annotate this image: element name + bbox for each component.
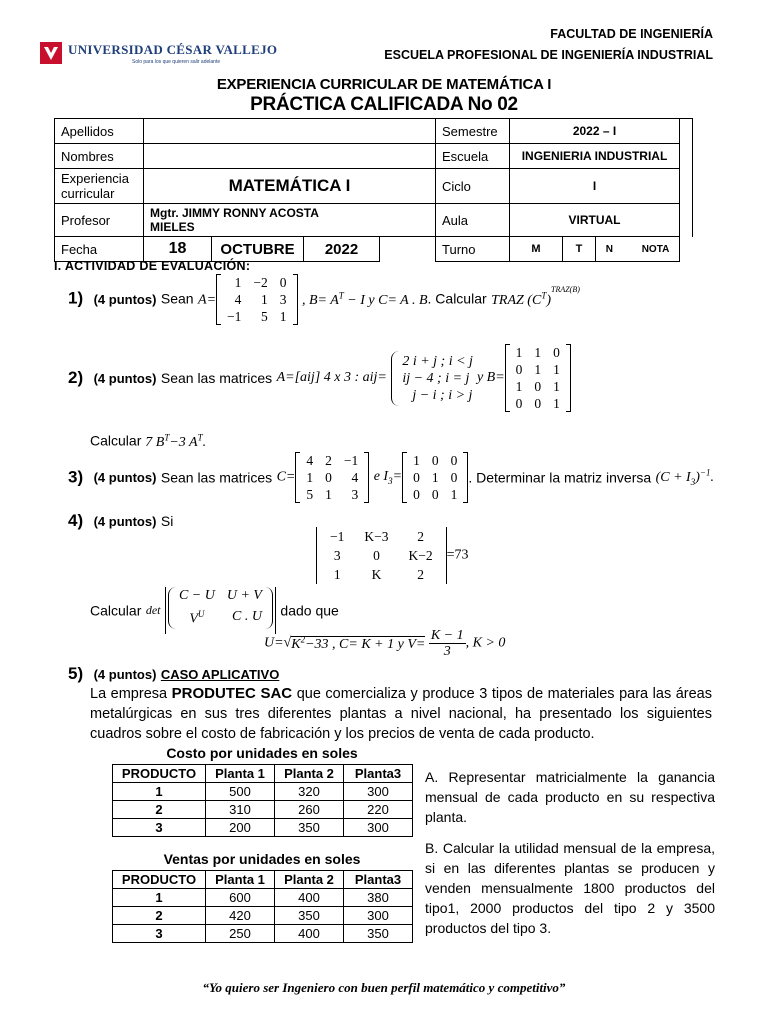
table-header-cell: Planta3: [344, 765, 413, 783]
matrix-cell: 1: [234, 275, 242, 290]
q1-b-def: , $B= A^T - I$ y C= A . B: [301, 290, 428, 308]
table-cell: 220: [344, 801, 413, 819]
section-title: I. ACTIVIDAD DE EVALUACIÓN:: [54, 259, 251, 273]
apellidos-label: Apellidos: [55, 119, 144, 144]
table-row: [113, 907, 413, 925]
table-header-cell: Planta 1: [206, 765, 275, 783]
matrix-cell: 5: [261, 309, 268, 324]
table-header-cell: Planta 2: [275, 765, 344, 783]
fecha-day: 18: [144, 237, 212, 262]
q4-calc-label: Calcular: [90, 602, 142, 619]
q2-matrix-b: [505, 344, 571, 412]
matrix-cell: −1: [227, 309, 242, 324]
table-header-cell: PRODUCTO: [113, 765, 206, 783]
q3-points: (4 puntos): [93, 470, 157, 485]
q1-matrix-a: [216, 274, 298, 325]
table-cell: 350: [275, 819, 344, 837]
matrix-cell: 1: [534, 345, 542, 360]
matrix-cell: 3: [351, 487, 359, 502]
q5-number: 5): [68, 664, 84, 683]
table-header-cell: PRODUCTO: [113, 871, 206, 889]
matrix-cell: K−2: [408, 548, 433, 563]
matrix-cell: 0: [431, 487, 439, 502]
table-cell: 3: [113, 819, 206, 837]
q5-points: (4 puntos): [93, 667, 157, 682]
logo-name: UNIVERSIDAD CÉSAR VALLEJO: [68, 42, 278, 57]
experiencia-label: Experiencia curricular: [55, 169, 144, 204]
q1-points: (4 puntos): [93, 291, 157, 307]
matrix-cell: 1: [553, 396, 560, 411]
table-cell: 500: [206, 783, 275, 801]
q1-lead: Sean: [160, 290, 194, 307]
matrix-cell: 4: [306, 453, 314, 468]
fecha-month: OCTUBRE: [212, 237, 304, 262]
table-cell: 350: [275, 907, 344, 925]
fecha-label: Fecha: [55, 237, 144, 262]
matrix-cell: 1: [261, 292, 268, 307]
ciclo-label: Ciclo: [436, 169, 510, 204]
table-cell: 380: [344, 889, 413, 907]
q4-determinant: [316, 527, 447, 584]
question-2: [68, 344, 571, 412]
matrix-cell: 2: [417, 567, 424, 582]
q2-yb: y B=: [476, 370, 505, 385]
table-cell: 1: [113, 783, 206, 801]
matrix-cell: 0: [515, 362, 523, 377]
escuela-label: Escuela: [436, 144, 510, 169]
question-1: [68, 274, 580, 325]
matrix-cell: 1: [279, 309, 287, 324]
table-header-cell: Planta 2: [275, 871, 344, 889]
table-cell: 310: [206, 801, 275, 819]
table-cell: 2: [113, 801, 206, 819]
matrix-cell: 1: [553, 362, 560, 377]
table-cell: 3: [113, 925, 206, 943]
matrix-cell: −1: [330, 529, 345, 544]
q3-matrix-c: [295, 452, 369, 503]
matrix-cell: −2: [253, 275, 268, 290]
matrix-cell: 1: [306, 470, 314, 485]
university-logo: [40, 40, 278, 72]
matrix-cell: 0: [553, 345, 560, 360]
experiencia-value: MATEMÁTICA I: [144, 169, 436, 204]
matrix-cell: 0: [450, 470, 458, 485]
table-cell: 400: [275, 925, 344, 943]
table-cell: 300: [344, 783, 413, 801]
table-cell: 250: [206, 925, 275, 943]
matrix-cell: 0: [413, 470, 420, 485]
q4-number: 4): [68, 511, 84, 530]
matrix-cell: 0: [431, 453, 439, 468]
q3-tail: . Determinar la matriz inversa: [468, 469, 652, 486]
course-title: EXPERIENCIA CURRICULAR DE MATEMÁTICA I: [216, 76, 552, 93]
matrix-cell: K: [371, 567, 382, 582]
q1-trace-expr: TRAZ $(C^T)^{TRAZ(B)}$: [491, 285, 580, 308]
matrix-cell: 0: [279, 275, 287, 290]
semestre-label: Semestre: [436, 119, 510, 144]
table-cell: 350: [344, 925, 413, 943]
aula-label: Aula: [436, 204, 510, 237]
table-cell: 600: [206, 889, 275, 907]
sales-table: [112, 870, 413, 943]
q2-expression: 7 $B^T-3$ $A^T$.: [145, 432, 207, 450]
matrix-cell: 5: [306, 487, 314, 502]
table-row: [113, 819, 413, 837]
q4-matrix-det: C − U U + V $V^U$ C . U: [165, 587, 276, 634]
table-row: [113, 889, 413, 907]
table-cell: 300: [344, 819, 413, 837]
table-cell: 260: [275, 801, 344, 819]
q5-paragraph: La empresa PRODUTEC SAC que comercializa y produce 3 tipos de materiales para las áreas metalúrgicas en sus tres diferentes plantas a nivel nacional, ha presentado los siguientes cuadros sobre el costo de fabricación y los precios de venta de cada producto.: [90, 685, 712, 742]
q2-cases: 2 i + j ; i < j ij − 4 ; i = j j − i ; i > j: [391, 351, 477, 406]
q4-lead: Si: [160, 513, 174, 529]
matrix-cell: −1: [343, 453, 359, 468]
matrix-cell: K−3: [364, 529, 389, 544]
q4-conditions: $U=√K^2-33$ , C= K + 1 y V= $\frac{K - 1}{3}$ , K > 0: [264, 628, 506, 659]
apellidos-field[interactable]: [144, 119, 436, 144]
table-cell: 320: [275, 783, 344, 801]
logo-tagline: Solo para los que quieren salir adelante: [132, 59, 221, 65]
q5-title: CASO APLICATIVO: [160, 667, 280, 682]
q2-number: 2): [68, 368, 84, 387]
matrix-cell: 1: [515, 345, 523, 360]
matrix-cell: 4: [351, 470, 359, 485]
q3-identity-label: e $I_3=$: [373, 469, 403, 486]
cost-table-title: Costo por unidades en soles: [166, 745, 358, 761]
q3-lead: Sean las matrices: [160, 469, 273, 486]
q4-determinant-equation: [316, 527, 469, 584]
matrix-cell: 1: [413, 453, 420, 468]
question-5-heading: [68, 664, 279, 684]
q4-given: dado que: [280, 602, 339, 619]
table-cell: 400: [275, 889, 344, 907]
matrix-cell: 1: [534, 362, 542, 377]
q5-item-a: A. Representar matricialmente la ganancia mensual de cada producto en su respectiva planta.: [425, 769, 715, 825]
semestre-value: 2022 – I: [510, 119, 680, 144]
matrix-cell: 0: [325, 470, 332, 485]
matrix-cell: 2: [325, 453, 332, 468]
q4-det-label: det: [145, 602, 161, 617]
matrix-cell: 0: [373, 548, 380, 563]
matrix-cell: 1: [515, 379, 523, 394]
q2-a-def: A=[aij] 4 x 3 : aij=: [276, 370, 387, 385]
matrix-cell: 3: [333, 548, 341, 563]
q4-equals: =73: [446, 547, 469, 563]
profesor-label: Profesor: [55, 204, 144, 237]
table-row: [113, 783, 413, 801]
q1-calc: . Calcular: [427, 290, 487, 307]
profesor-value: Mgtr. JIMMY RONNY ACOSTA MIELES: [144, 204, 436, 237]
table-cell: 420: [206, 907, 275, 925]
q3-c-label: C=: [276, 469, 296, 485]
nota-label: N NOTA: [596, 237, 680, 262]
question-4-heading: [68, 511, 173, 531]
faculty-name: FACULTAD DE INGENIERÍA: [550, 27, 713, 41]
ciclo-value: I: [510, 169, 680, 204]
matrix-cell: 1: [553, 379, 560, 394]
escuela-value: INGENIERIA INDUSTRIAL: [510, 144, 680, 169]
university-emblem-icon: [40, 42, 62, 64]
q2-lead: Sean las matrices: [160, 370, 273, 386]
fecha-spacer: [380, 237, 436, 262]
q3-matrix-identity: [402, 452, 468, 503]
matrix-cell: 1: [431, 470, 439, 485]
cost-table: [112, 764, 413, 837]
nombres-field[interactable]: [144, 144, 436, 169]
student-info-table: [54, 118, 693, 262]
matrix-cell: 0: [450, 453, 458, 468]
matrix-cell: 0: [413, 487, 420, 502]
table-header-cell: Planta3: [344, 871, 413, 889]
fecha-year: 2022: [304, 237, 380, 262]
table-header-cell: Planta 1: [206, 871, 275, 889]
matrix-cell: 0: [534, 379, 542, 394]
question-3: [68, 452, 714, 503]
q1-number: 1): [68, 288, 84, 308]
matrix-cell: 4: [234, 292, 242, 307]
matrix-cell: 0: [515, 396, 523, 411]
q1-a-label: A=: [198, 292, 217, 308]
matrix-cell: 0: [534, 396, 542, 411]
matrix-cell: 1: [450, 487, 458, 502]
q4-calc-line: [90, 587, 339, 634]
aula-value: VIRTUAL: [510, 204, 680, 237]
turno-m[interactable]: M: [510, 237, 563, 262]
sales-table-title: Ventas por unidades en soles: [163, 851, 361, 867]
matrix-cell: 3: [279, 292, 287, 307]
q5-item-b: B. Calcular la utilidad mensual de la empresa, si en las diferentes plantas se producen y venden mensualmente 1800 productos del tipo1, 2000 productos del tipo 2 y 3500 productos del tipo 3.: [425, 840, 715, 936]
q3-number: 3): [68, 467, 84, 487]
turno-t[interactable]: T: [563, 237, 596, 262]
table-row: [113, 801, 413, 819]
q4-points: (4 puntos): [93, 514, 157, 529]
q3-inverse-expr: $(C + I_3)^{-1}$.: [655, 467, 714, 488]
nombres-label: Nombres: [55, 144, 144, 169]
q2-calc-line: Calcular 7 $B^T-3$ $A^T$.: [90, 432, 207, 450]
table-cell: 300: [344, 907, 413, 925]
school-name: ESCUELA PROFESIONAL DE INGENIERÍA INDUSTRIAL: [384, 48, 713, 62]
table-cell: 1: [113, 889, 206, 907]
grade-box[interactable]: [680, 119, 693, 237]
matrix-cell: 2: [417, 529, 424, 544]
footer-motto: “Yo quiero ser Ingeniero con buen perfil matemático y competitivo”: [202, 980, 566, 995]
table-cell: 2: [113, 907, 206, 925]
matrix-cell: 1: [333, 567, 341, 582]
turno-label: Turno: [436, 237, 510, 262]
exam-title: PRÁCTICA CALIFICADA No 02: [250, 94, 518, 115]
table-row: [113, 925, 413, 943]
table-cell: 200: [206, 819, 275, 837]
q2-points: (4 puntos): [93, 370, 157, 386]
matrix-cell: 1: [325, 487, 332, 502]
